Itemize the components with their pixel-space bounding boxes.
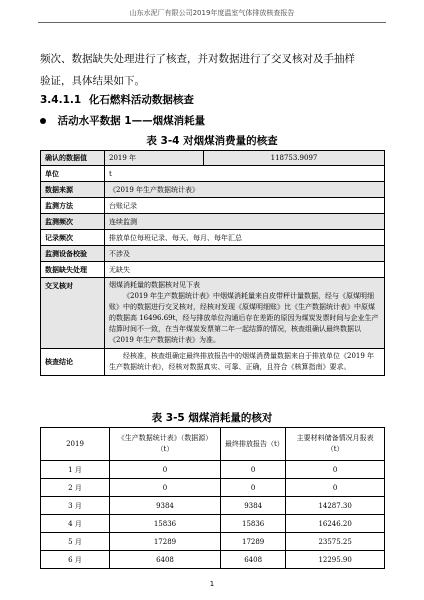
row-value: 无缺失 [105,262,385,278]
cell: 23575.25 [286,533,385,551]
coal-reconciliation-table [40,427,385,569]
row-label: 数据缺失处理 [41,262,105,278]
column-header: 主要材料储备情况月报表（t） [286,428,385,461]
table-row [41,278,385,349]
column-header: 最终排放报告（t） [220,428,285,461]
coal-consumption-check-table [40,150,385,376]
page-header: 山东水泥厂有限公司2019年度温室气体排放核查报告 [129,9,295,17]
cell: 0 [286,461,385,479]
table-header-row [41,428,385,461]
cell: 5 月 [41,533,110,551]
crosscheck-cell [105,278,385,349]
table-row [41,246,385,262]
row-label: 核查结论 [41,349,105,376]
page-number: 1 [209,580,215,588]
table-row [41,214,385,230]
section-heading [40,92,194,107]
crosscheck-text: 《2019 年生产数据统计表》中烟煤消耗量来自皮带秤计量数据，经与《原煤明细账》中的数据进行交叉核对，经核对发现《原煤明细账》比《生产数据统计表》中原煤的数据高 16496.69t，经与排放单位沟通后存在差距的原因为煤炭发票时间与企业生产结算时间不一致，在当年煤炭发票第二年一起结算的情况，核查组确认最终数据以《2019 年生产数据统计表》为准。 [109,292,379,344]
cell: 2 月 [41,479,110,497]
cell: 1 月 [41,461,110,479]
header-divider [38,22,386,23]
table-row [41,479,385,497]
bullet-item [40,113,205,128]
cell: 14287.30 [286,497,385,515]
row-value: 118753.9097 [204,151,385,166]
table-row [41,515,385,533]
cell: 6408 [220,551,285,569]
cell: 0 [220,461,285,479]
table-row [41,151,385,166]
row-value: 连续监测 [105,214,385,230]
table-row [41,166,385,182]
cell: 0 [110,461,221,479]
row-label: 记录频次 [41,230,105,246]
cell: 17289 [220,533,285,551]
row-label: 监测频次 [41,214,105,230]
table-row [41,182,385,198]
cell: 0 [110,479,221,497]
cell: 6408 [110,551,221,569]
row-value: t [105,166,385,182]
row-year: 2019 年 [105,151,204,166]
row-value: 《2019 年生产数据统计表》 [105,182,385,198]
cell: 9384 [110,497,221,515]
column-header: 《生产数据统计表》（数据源）（t） [110,428,221,461]
bullet-text: 活动水平数据 1——烟煤消耗量 [57,115,206,127]
row-value: 排放单位每班记录、每天、每月、每年汇总 [105,230,385,246]
table-row [41,551,385,569]
table-row [41,461,385,479]
row-label: 监测方法 [41,198,105,214]
section-number: 3.4.1.1 [40,94,82,106]
row-label: 数据来源 [41,182,105,198]
cell: 15836 [220,515,285,533]
table-row [41,230,385,246]
section-title: 化石燃料活动数据核查 [88,94,194,106]
column-header: 2019 [41,428,110,461]
intro-line-2: 验证，具体结果如下。 [40,75,145,87]
cell: 0 [220,479,285,497]
cell: 3 月 [41,497,110,515]
row-value: 台账记录 [105,198,385,214]
cell: 4 月 [41,515,110,533]
cell: 9384 [220,497,285,515]
table-row [41,497,385,515]
table-row [41,349,385,376]
cell: 0 [286,479,385,497]
row-label: 单位 [41,166,105,182]
row-label: 监测设备校验 [41,246,105,262]
bullet-dot-icon [40,118,46,124]
row-label: 交叉核对 [41,278,105,349]
cell: 16246.20 [286,515,385,533]
cell: 6 月 [41,551,110,569]
cell: 12295.90 [286,551,385,569]
table-row [41,262,385,278]
intro-line-1: 频次、数据缺失处理进行了核查，并对数据进行了交叉核对及手抽样 [40,53,355,65]
conclusion-text: 经核准，核查组确定最终排放报告中的烟煤消费量数据来自于排放单位《2019 年生产数据统计表》，经核对数据真实、可靠、正确，且符合《核算指南》要求。 [105,349,385,376]
crosscheck-intro: 烟煤消耗量的数据核对见下表 [109,281,200,289]
cell: 15836 [110,515,221,533]
table2-caption: 表 3-5 烟煤消耗量的核对 [151,412,273,424]
cell: 17289 [110,533,221,551]
table-row [41,198,385,214]
row-value: 不涉及 [105,246,385,262]
row-label: 确认的数据值 [41,151,105,166]
table1-caption: 表 3-4 对烟煤消费量的核查 [146,135,278,147]
table-row [41,533,385,551]
